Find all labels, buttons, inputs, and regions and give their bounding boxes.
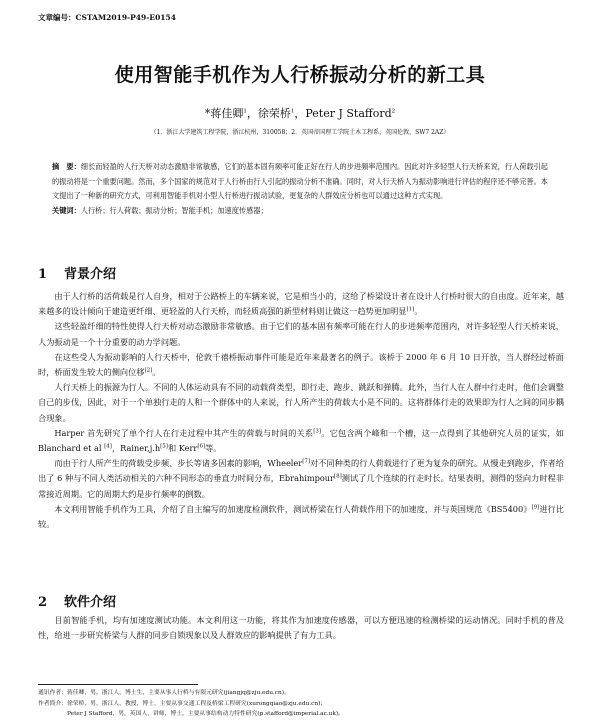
author-separator: ，: [246, 107, 258, 120]
footnotes: [38, 688, 568, 720]
abstract-label: 摘 要：: [52, 162, 81, 171]
section-title: 软件介绍: [64, 595, 117, 610]
paragraph-text: 在这些受人为振动影响的人行天桥中，伦敦千禧桥振动事件可能是近年来最著名的例子。该桥于 2000 年 6 月 10 日开放，当人群经过桥面时，桥面发生较大的侧向位移: [38, 351, 564, 378]
author-1: *蒋佳卿: [204, 107, 244, 120]
paragraph: 目前智能手机，均有加速度测试功能。本文利用这一功能，将其作为加速度传感器，可以方便迅速的检测桥梁的运动情况。同时手机的普及性，给进一步研究桥梁与人群的同步自锁现象以及人群效应的影响提供了有力工具。: [38, 615, 564, 641]
paragraph: [38, 426, 564, 456]
section-number: 1: [38, 267, 48, 282]
citation: [1]: [406, 306, 415, 313]
citation: [3]: [313, 428, 322, 435]
paragraph-text: 。它包含两个峰和一个槽，这一点得到了其他研究人员的证实，如 Blanchard et al: [38, 427, 564, 454]
paragraph: [38, 456, 564, 502]
author-2-affil: 1: [290, 108, 295, 115]
paragraph-text: 本文利用智能手机作为工具，介绍了自主编写的加速度检测软件，测试桥梁在行人荷载作用下的加速度，并与英国规范《BS5400》: [54, 503, 532, 514]
paragraph-text: 由于人行桥的活荷载是行人自身，相对于公路桥上的车辆来说，它是相当小的，这给了桥梁设计者在设计人行桥时很大的自由度。近年来，越来越多的设计倾向于建造更纤细、更轻盈的人行天桥，而轻质高强的新型材料则让做这一趋势更加明显: [38, 291, 564, 317]
keywords-text: 人行桥；行人荷载；振动分析；智能手机；加速度传感器；: [80, 205, 268, 215]
paragraph: [38, 502, 564, 532]
footnote: Peter J Stafford，男，英国人，讲师，博士，主要从事结构动力特性研究(p.stafford@imperial.ac.uk)。: [67, 711, 344, 717]
footnote: 通讯作者：蒋佳卿，男，浙江人，博士生，主要从事人行桥与有限元研究(jiangjq@zju.edu.cn)。: [38, 690, 290, 696]
author-2: 徐荣桥: [257, 107, 291, 120]
author-separator: ，: [294, 107, 306, 120]
citation: [9]: [531, 504, 540, 511]
section-title: 背景介绍: [64, 267, 117, 282]
paragraph-text: 进行比较。: [38, 503, 564, 530]
citation: [5]: [160, 443, 168, 450]
author-1-affil: 1: [243, 108, 247, 115]
keywords: [52, 204, 552, 219]
author-3-affil: 2: [391, 108, 396, 115]
paper-title: 使用智能手机作为人行桥振动分析的新工具: [114, 64, 486, 86]
paragraph-text: 测试了几个连续的行走时长。结果表明，测得的竖向力时程非常接近周期。它的周期大约是步行频率的倒数。: [38, 473, 564, 499]
paragraph-text: 对不同种类的行人荷载进行了更为复杂的研究。从慢走到跑步，作者给出了 6 种与不同人类活动相关的六种不同形态的垂直力时间分布，Ebrahimpour: [38, 458, 564, 484]
section-heading-1: [38, 263, 116, 282]
keywords-label: 关键词：: [52, 205, 81, 215]
paragraph-text: 而由于行人所产生的荷载受步频、步长等诸多因素的影响，Wheeler: [54, 458, 303, 469]
paragraph-text: 等。: [205, 443, 222, 454]
paragraph-text: ，Rainer,j.h: [111, 443, 161, 454]
author-3: Peter J Stafford: [305, 107, 392, 120]
citation: [7]: [302, 458, 310, 465]
paragraph: 这些轻盈纤细的特性使得人行天桥对动态激励非常敏感。由于它们的基本固有频率可能在行人的步进频率范围内，对许多轻型人行天桥来说，人为振动是一个十分重要的动力学问题。: [38, 321, 564, 347]
section-2-body: [38, 613, 564, 643]
author-list: [0, 105, 600, 121]
abstract: [52, 160, 552, 218]
paragraph-text: 。: [152, 367, 161, 378]
paragraph-text: 。: [414, 306, 423, 317]
section-heading-2: [38, 591, 116, 610]
footnote: 作者简介：徐荣桥，男，浙江人，教授，博士，主要从事交通工程及桥梁工程研究(xurongqiao@zju.edu.cn)；: [38, 700, 327, 707]
abstract-text: 细长而轻盈的人行天桥对动态激励非常敏感，它们的基本固有频率可能正好在行人的步进频率范围内。因此对许多轻型人行天桥来说，行人荷载引起的振动将是一个重要问题。然而，多个国家的规范对于人行桥由行人引起的振动分析不准确。同时，对人行天桥人为振动影响进行评估的程序还不够完善。本文提出了一种新的研究方式，可利用智能手机对小型人行桥进行振动试验，更复杂的人群效应分析也可以通过这种方式实现。: [52, 162, 548, 200]
paragraph-text: 和 Kerr: [167, 443, 198, 454]
citation: [8]: [333, 473, 342, 480]
citation: [4]: [104, 443, 112, 450]
affiliation: （1．浙江大学建筑工程学院，浙江杭州，310058；2．英国帝国理工学院土木工程系，英国伦敦，SW7 2AZ）: [150, 129, 450, 136]
document-id: 文章编号：CSTAM2019-P49-E0154: [38, 13, 176, 22]
footnote-divider: [38, 684, 198, 685]
paragraph: 人行天桥上的振源为行人。不同的人体运动具有不同的动载荷类型，即行走、跑步、跳跃和弹腾。此外，当行人在人群中行走时，他们会调整自己的步伐，因此，对于一个单独行走的人和一个群体中的人来说，行人所产生的荷载大小是不同的。这将群体行走的效果即为行人之间的同步耦合现象。: [38, 382, 564, 423]
citation: [2]: [144, 367, 153, 374]
paragraph-text: Harper 首先研究了单个行人在行走过程中其产生的荷载与时间的关系: [54, 427, 314, 438]
paragraph: [38, 289, 564, 319]
paragraph: [38, 350, 564, 380]
citation: [6]: [197, 443, 206, 450]
section-1-body: [38, 289, 564, 532]
section-number: 2: [38, 595, 48, 610]
abstract-body: [52, 160, 552, 204]
